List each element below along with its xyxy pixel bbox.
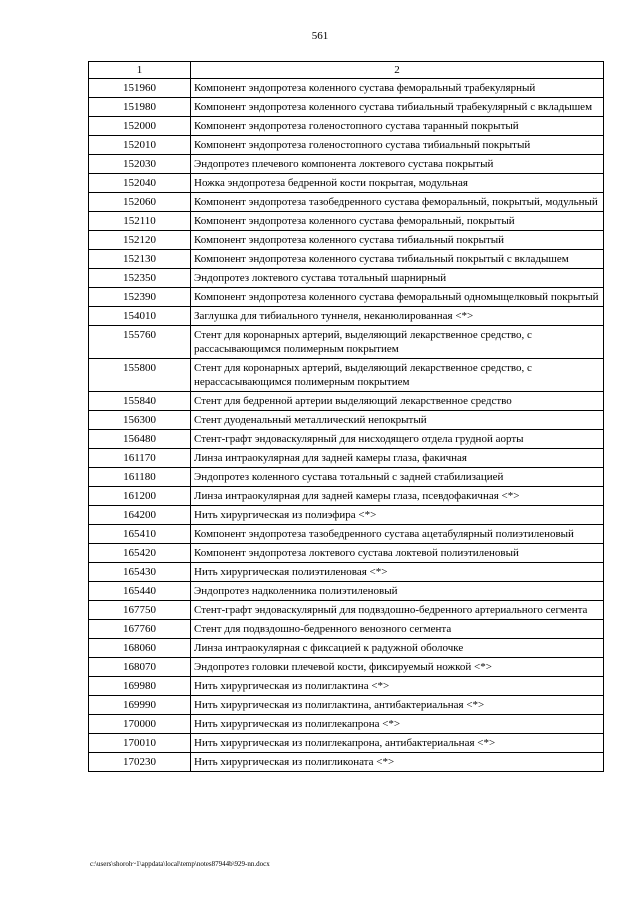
row-name-cell: Компонент эндопротеза голеностопного сустава таранный покрытый: [191, 117, 604, 136]
row-name-cell: Компонент эндопротеза коленного сустава тибиальный трабекулярный с вкладышем: [191, 98, 604, 117]
row-name-cell: Заглушка для тибиального туннеля, неканюлированная <*>: [191, 307, 604, 326]
table-row: [89, 79, 604, 98]
row-name-cell: Нить хирургическая из полиэфира <*>: [191, 506, 604, 525]
row-code-cell: 152120: [89, 231, 191, 250]
row-code-cell: 167750: [89, 601, 191, 620]
table-row: [89, 174, 604, 193]
table-row: [89, 506, 604, 525]
row-name-cell: Компонент эндопротеза коленного сустава тибиальный покрытый с вкладышем: [191, 250, 604, 269]
table-row: [89, 620, 604, 639]
row-code-cell: 165420: [89, 544, 191, 563]
row-code-cell: 161200: [89, 487, 191, 506]
row-name-cell: Компонент эндопротеза коленного сустава феморальный одномыщелковый покрытый: [191, 288, 604, 307]
row-code-cell: 151980: [89, 98, 191, 117]
table-row: [89, 734, 604, 753]
row-code-cell: 154010: [89, 307, 191, 326]
table-row: [89, 715, 604, 734]
table-row: [89, 544, 604, 563]
row-code-cell: 152130: [89, 250, 191, 269]
column-header-name: 2: [191, 62, 604, 79]
row-code-cell: 170000: [89, 715, 191, 734]
table-row: [89, 601, 604, 620]
row-name-cell: Линза интраокулярная с фиксацией к радужной оболочке: [191, 639, 604, 658]
footer-file-path: c:\users\shoroh~1\appdata\local\temp\notes87944b\929-nn.docx: [90, 860, 270, 868]
row-name-cell: Нить хирургическая полиэтиленовая <*>: [191, 563, 604, 582]
row-name-cell: Эндопротез головки плечевой кости, фиксируемый ножкой <*>: [191, 658, 604, 677]
table-body: [89, 79, 604, 772]
row-code-cell: 151960: [89, 79, 191, 98]
row-name-cell: Эндопротез надколенника полиэтиленовый: [191, 582, 604, 601]
row-code-cell: 155840: [89, 392, 191, 411]
table-row: [89, 639, 604, 658]
row-code-cell: 169980: [89, 677, 191, 696]
row-name-cell: Линза интраокулярная для задней камеры глаза, факичная: [191, 449, 604, 468]
row-code-cell: 165440: [89, 582, 191, 601]
table-row: [89, 696, 604, 715]
table-row: [89, 563, 604, 582]
table-row: [89, 288, 604, 307]
row-code-cell: 155800: [89, 359, 191, 392]
table-row: [89, 307, 604, 326]
table-row: [89, 98, 604, 117]
row-name-cell: Стент для коронарных артерий, выделяющий лекарственное средство, с нерассасывающимся полимерным покрытием: [191, 359, 604, 392]
table-row: [89, 269, 604, 288]
row-code-cell: 155760: [89, 326, 191, 359]
table-row: [89, 250, 604, 269]
row-code-cell: 152010: [89, 136, 191, 155]
table-row: [89, 658, 604, 677]
row-name-cell: Ножка эндопротеза бедренной кости покрытая, модульная: [191, 174, 604, 193]
table-row: [89, 525, 604, 544]
row-name-cell: Стент для коронарных артерий, выделяющий лекарственное средство, с рассасывающимся полимерным покрытием: [191, 326, 604, 359]
row-name-cell: Эндопротез локтевого сустава тотальный шарнирный: [191, 269, 604, 288]
row-code-cell: 152110: [89, 212, 191, 231]
row-code-cell: 170010: [89, 734, 191, 753]
header-row: [89, 62, 604, 79]
row-name-cell: Компонент эндопротеза голеностопного сустава тибиальный покрытый: [191, 136, 604, 155]
row-name-cell: Компонент эндопротеза коленного сустава феморальный трабекулярный: [191, 79, 604, 98]
row-name-cell: Стент-графт эндоваскулярный для подвздошно-бедренного артериального сегмента: [191, 601, 604, 620]
row-code-cell: 161170: [89, 449, 191, 468]
row-name-cell: Стент дуоденальный металлический непокрытый: [191, 411, 604, 430]
row-code-cell: 165410: [89, 525, 191, 544]
table-row: [89, 155, 604, 174]
row-code-cell: 170230: [89, 753, 191, 772]
row-name-cell: Нить хирургическая из полигликоната <*>: [191, 753, 604, 772]
row-name-cell: Нить хирургическая из полиглекапрона, антибактериальная <*>: [191, 734, 604, 753]
row-name-cell: Стент-графт эндоваскулярный для нисходящего отдела грудной аорты: [191, 430, 604, 449]
row-name-cell: Нить хирургическая из полиглактина <*>: [191, 677, 604, 696]
row-code-cell: 168060: [89, 639, 191, 658]
row-code-cell: 152060: [89, 193, 191, 212]
column-header-code: 1: [89, 62, 191, 79]
row-code-cell: 168070: [89, 658, 191, 677]
row-name-cell: Компонент эндопротеза коленного сустава тибиальный покрытый: [191, 231, 604, 250]
row-code-cell: 161180: [89, 468, 191, 487]
row-name-cell: Эндопротез коленного сустава тотальный с задней стабилизацией: [191, 468, 604, 487]
row-name-cell: Компонент эндопротеза тазобедренного сустава феморальный, покрытый, модульный: [191, 193, 604, 212]
row-code-cell: 152350: [89, 269, 191, 288]
table-row: [89, 468, 604, 487]
row-name-cell: Стент для бедренной артерии выделяющий лекарственное средство: [191, 392, 604, 411]
table-row: [89, 326, 604, 359]
table-row: [89, 359, 604, 392]
row-name-cell: Нить хирургическая из полиглекапрона <*>: [191, 715, 604, 734]
table-row: [89, 193, 604, 212]
row-name-cell: Стент для подвздошно-бедренного венозного сегмента: [191, 620, 604, 639]
row-code-cell: 165430: [89, 563, 191, 582]
row-name-cell: Эндопротез плечевого компонента локтевого сустава покрытый: [191, 155, 604, 174]
row-name-cell: Линза интраокулярная для задней камеры глаза, псевдофакичная <*>: [191, 487, 604, 506]
row-code-cell: 164200: [89, 506, 191, 525]
row-code-cell: 169990: [89, 696, 191, 715]
table-row: [89, 212, 604, 231]
row-code-cell: 152030: [89, 155, 191, 174]
table-row: [89, 430, 604, 449]
page-number: 561: [311, 30, 329, 42]
table-row: [89, 117, 604, 136]
row-code-cell: 152040: [89, 174, 191, 193]
row-code-cell: 156480: [89, 430, 191, 449]
row-code-cell: 167760: [89, 620, 191, 639]
table-row: [89, 677, 604, 696]
table-row: [89, 231, 604, 250]
table-row: [89, 449, 604, 468]
products-table: [88, 61, 604, 772]
table-row: [89, 136, 604, 155]
table-header: [89, 62, 604, 79]
table-row: [89, 582, 604, 601]
table-row: [89, 392, 604, 411]
row-code-cell: 152000: [89, 117, 191, 136]
row-name-cell: Нить хирургическая из полиглактина, антибактериальная <*>: [191, 696, 604, 715]
row-code-cell: 152390: [89, 288, 191, 307]
row-name-cell: Компонент эндопротеза тазобедренного сустава ацетабулярный полиэтиленовый: [191, 525, 604, 544]
table-row: [89, 753, 604, 772]
row-code-cell: 156300: [89, 411, 191, 430]
row-name-cell: Компонент эндопротеза локтевого сустава локтевой полиэтиленовый: [191, 544, 604, 563]
table-row: [89, 411, 604, 430]
row-name-cell: Компонент эндопротеза коленного сустава феморальный, покрытый: [191, 212, 604, 231]
table-row: [89, 487, 604, 506]
